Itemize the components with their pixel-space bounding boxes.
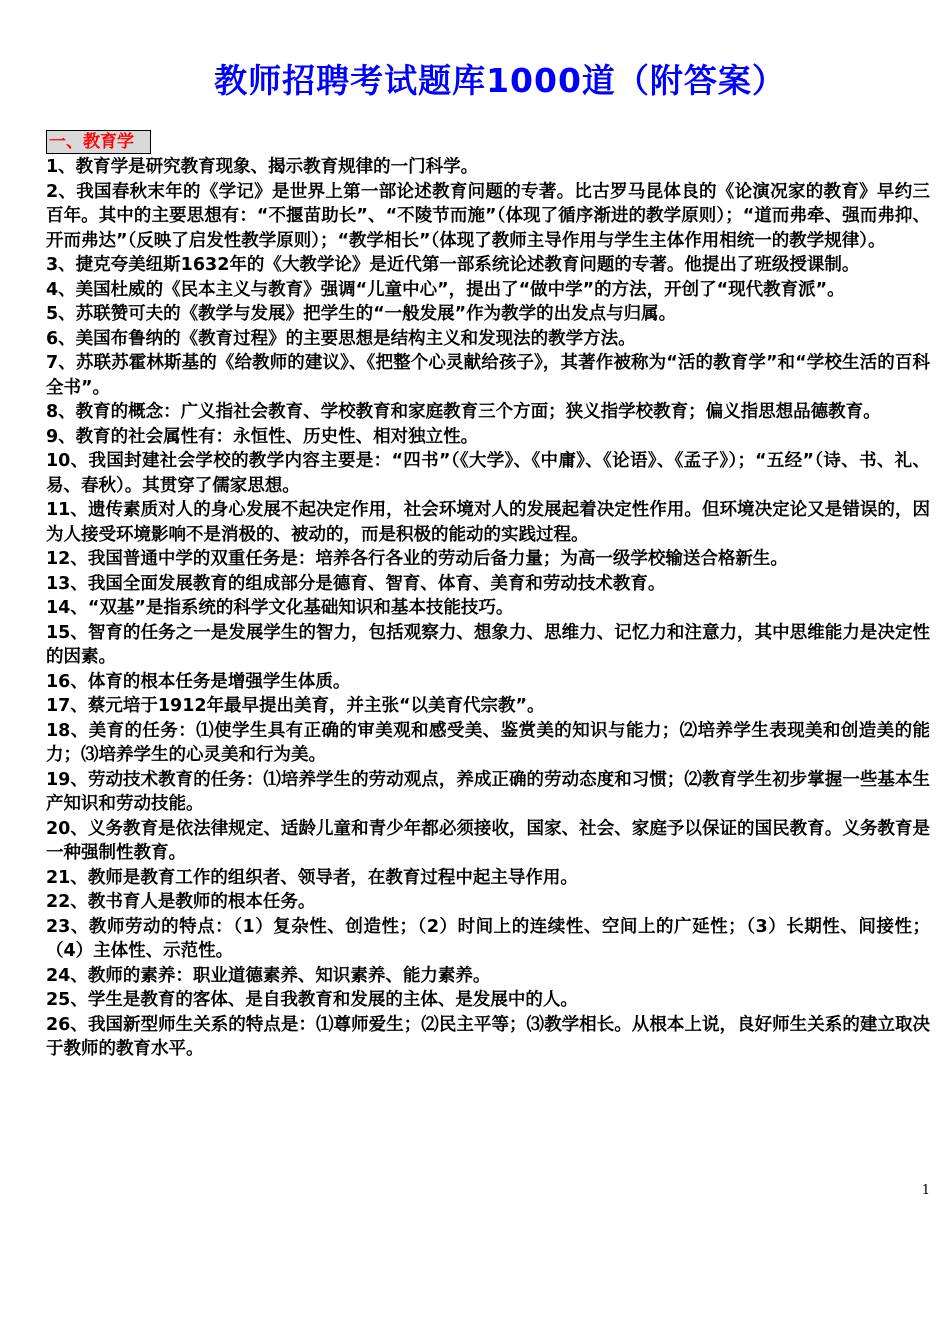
list-item: 6、美国布鲁纳的《教育过程》的主要思想是结构主义和发现法的教学方法。 xyxy=(46,328,636,349)
page-number: 1 xyxy=(921,1183,930,1198)
list-item: 14、“双基”是指系统的科学文化基础知识和基本技能技巧。 xyxy=(46,598,514,618)
document-title: 教师招聘考试题库1000道（附答案） xyxy=(214,61,786,100)
list-item: 15、智育的任务之一是发展学生的智力，包括观察力、想象力、思维力、记忆力和注意力，其中思维能力是决定性的因素。 xyxy=(46,622,930,667)
list-item: 9、教育的社会属性有：永恒性、历史性、相对独立性。 xyxy=(46,426,479,447)
list-item: 1、教育学是研究教育现象、揭示教育规律的一门科学。 xyxy=(46,157,479,177)
list-item: 20、义务教育是依法律规定、适龄儿童和青少年都必须接收，国家、社会、家庭予以保证的国民教育。义务教育是一种强制性教育。 xyxy=(46,818,930,863)
list-item: 3、捷克夸美纽斯1632年的《大教学论》是近代第一部系统论述教育问题的专著。他提出了班级授课制。 xyxy=(46,255,860,275)
list-item: 25、学生是教育的客体、是自我教育和发展的主体、是发展中的人。 xyxy=(46,990,578,1010)
list-item: 5、苏联赞可夫的《教学与发展》把学生的“一般发展”作为教学的出发点与归属。 xyxy=(46,304,677,324)
list-item: 11、遗传素质对人的身心发展不起决定作用，社会环境对人的发展起着决定性作用。但环境决定论又是错误的，因为人接受环境影响不是消极的、被动的，而是积极的能动的实践过程。 xyxy=(46,500,930,545)
section-heading: 一、教育学 xyxy=(46,130,151,154)
list-item: 10、我国封建社会学校的教学内容主要是：“四书”（《大学》、《中庸》、《论语》、《孟子》）；“五经”（诗、书、礼、易、春秋）。其贯穿了儒家思想。 xyxy=(46,451,930,496)
list-item: 24、教师的素养：职业道德素养、知识素养、能力素养。 xyxy=(46,965,491,986)
list-item: 12、我国普通中学的双重任务是：培养各行各业的劳动后备力量；为高一级学校输送合格新生。 xyxy=(46,549,788,569)
list-item: 22、教书育人是教师的根本任务。 xyxy=(46,892,316,912)
list-item: 23、教师劳动的特点：（1）复杂性、创造性；（2）时间上的连续性、空间上的广延性；（3）长期性、间接性；（4）主体性、示范性。 xyxy=(46,916,930,961)
list-item: 26、我国新型师生关系的特点是：⑴尊师爱生；⑵民主平等；⑶教学相长。从根本上说，良好师生关系的建立取决于教师的教育水平。 xyxy=(46,1014,930,1059)
list-item: 17、蔡元培于1912年最早提出美育，并主张“以美育代宗教”。 xyxy=(46,696,545,716)
list-item: 8、教育的概念：广义指社会教育、学校教育和家庭教育三个方面；狭义指学校教育；偏义指思想品德教育。 xyxy=(46,402,881,422)
list-item: 16、体育的根本任务是增强学生体质。 xyxy=(46,671,351,692)
list-item: 21、教师是教育工作的组织者、领导者，在教育过程中起主导作用。 xyxy=(46,867,578,888)
list-item: 2、我国春秋末年的《学记》是世界上第一部论述教育问题的专著。比古罗马昆体良的《论演况家的教育》早约三百年。其中的主要思想有：“不揠苗助长”、“不陵节而施”（体现了循序渐进的教学原则）；“道而弗牵、强而弗抑、开而弗达”（反映了启发性教学原则）；“教学相长”（体现了教师主导作用与学生主体作用相统一的教学规律）。 xyxy=(46,181,930,251)
list-item: 4、美国杜威的《民本主义与教育》强调“儿童中心”，提出了“做中学”的方法，开创了“现代教育派”。 xyxy=(46,279,845,300)
list-item: 7、苏联苏霍林斯基的《给教师的建议》、《把整个心灵献给孩子》，其著作被称为“活的教育学”和“学校生活的百科全书”。 xyxy=(46,353,930,398)
question-list xyxy=(46,155,930,1062)
list-item: 13、我国全面发展教育的组成部分是德育、智育、体育、美育和劳动技术教育。 xyxy=(46,573,666,594)
list-item: 19、劳动技术教育的任务：⑴培养学生的劳动观点，养成正确的劳动态度和习惯；⑵教育学生初步掌握一些基本生产知识和劳动技能。 xyxy=(46,769,930,814)
list-item: 18、美育的任务：⑴使学生具有正确的审美观和感受美、鉴赏美的知识与能力；⑵培养学生表现美和创造美的能力；⑶培养学生的心灵美和行为美。 xyxy=(46,720,930,765)
